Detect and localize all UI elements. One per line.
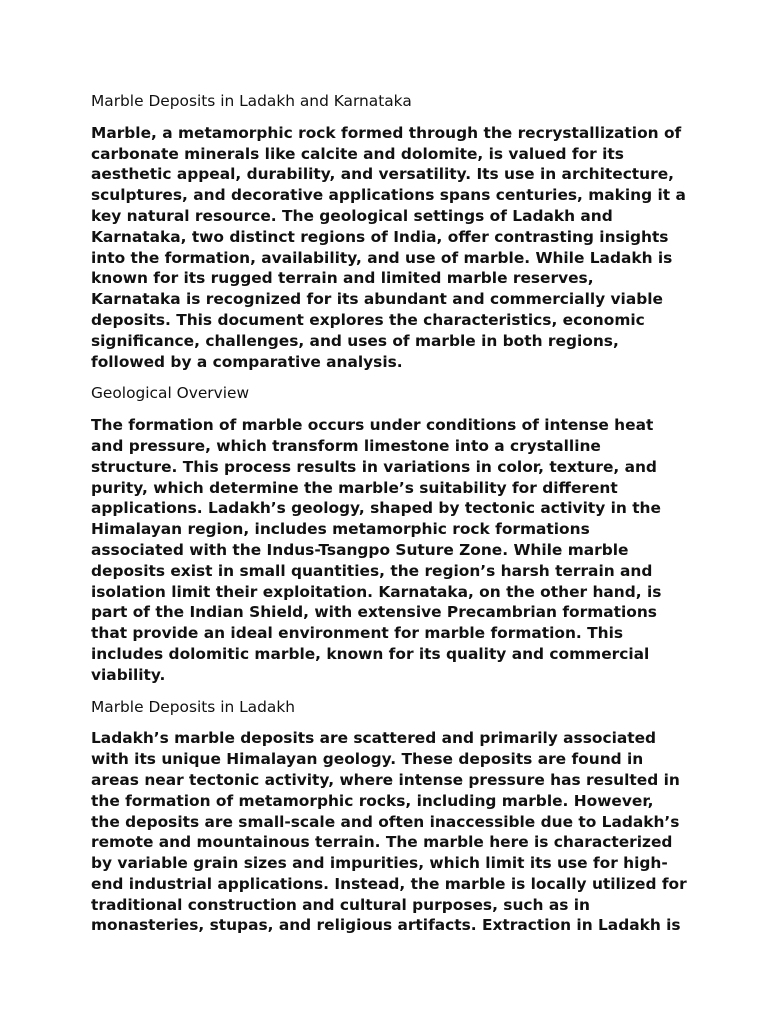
document-page [91, 91, 687, 947]
document-title: Marble Deposits in Ladakh and Karnataka [91, 92, 412, 110]
geological-overview-paragraph: The formation of marble occurs under conditions of intense heat and pressure, which transform limestone into a crystalline structure. This process results in variations in color, texture, and purity, which determine the marble’s suitability for different applications. Ladakh’s geology, shaped by tectonic activity in the Himalayan region, includes metamorphic rock formations associated with the Indus-Tsangpo Suture Zone. While marble deposits exist in small quantities, the region’s harsh terrain and isolation limit their exploitation. Karnataka, on the other hand, is part of the Indian Shield, with extensive Precambrian formations that provide an ideal environment for marble formation. This includes dolomitic marble, known for its quality and commercial viability. [91, 416, 662, 684]
section-heading-ladakh-deposits: Marble Deposits in Ladakh [91, 697, 295, 716]
section-heading-geological-overview: Geological Overview [91, 384, 250, 403]
ladakh-deposits-paragraph: Ladakh’s marble deposits are scattered and primarily associated with its unique Himalayan geology. These deposits are found in areas near tectonic activity, where intense pressure has resulted in the formation of metamorphic rocks, including marble. However, the deposits are small-scale and often inaccessible due to Ladakh’s remote and mountainous terrain. The marble here is characterized by variable grain sizes and impurities, which limit its use for high-end industrial applications. Instead, the marble is locally utilized for traditional construction and cultural purposes, such as in monasteries, stupas, and religious artifacts. Extraction in Ladakh is [91, 729, 687, 935]
intro-paragraph: Marble, a metamorphic rock formed through the recrystallization of carbonate minerals like calcite and dolomite, is valued for its aesthetic appeal, durability, and versatility. Its use in architecture, sculptures, and decorative applications spans centuries, making it a key natural resource. The geological settings of Ladakh and Karnataka, two distinct regions of India, offer contrasting insights into the formation, availability, and use of marble. While Ladakh is known for its rugged terrain and limited marble reserves, Karnataka is recognized for its abundant and commercially viable deposits. This document explores the characteristics, economic significance, challenges, and uses of marble in both regions, followed by a comparative analysis. [91, 123, 686, 371]
